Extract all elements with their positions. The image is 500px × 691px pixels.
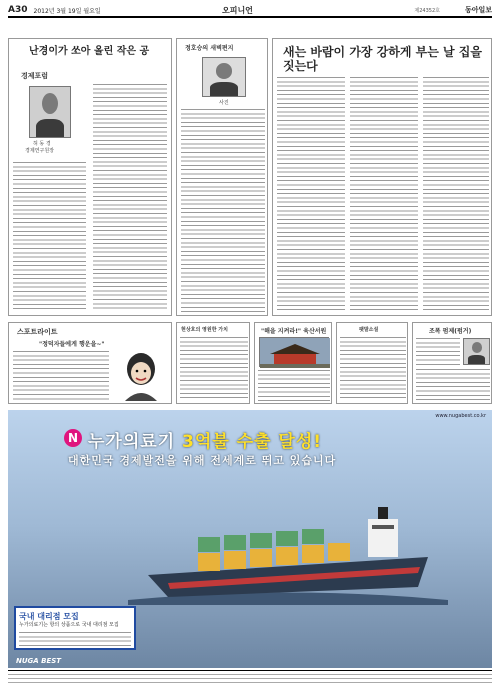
body-text [416, 338, 460, 368]
ad-url[interactable]: www.nugabest.co.kr [435, 413, 486, 419]
article-title: 새는 바람이 가장 강하게 부는 날 집을 짓는다 [283, 45, 482, 73]
body-text [13, 162, 86, 312]
body-text [13, 351, 109, 401]
body-text [340, 337, 406, 401]
column-feature [272, 38, 492, 316]
ad-achievement: 3억불 수출 달성! [182, 432, 322, 452]
newspaper-logo: 동아일보 [464, 5, 492, 14]
page-header [8, 4, 492, 18]
recruit-title: 국내 대리점 모집 [19, 612, 79, 621]
page-footer [8, 670, 492, 686]
photo-caption: 사진 [219, 100, 229, 106]
ad-subheadline: 대한민국 경제발전을 위해 전세계로 뛰고 있습니다 [68, 454, 337, 467]
column-opinion [412, 322, 492, 404]
cargo-ship-illustration [128, 505, 448, 605]
recruit-description: 누가의료기는 항의 상품으로 국내 대리점 모집 [19, 622, 119, 628]
ad-company: 누가의료기 [88, 432, 176, 452]
column-letter [176, 38, 268, 316]
column-heritage [254, 322, 332, 404]
column-label: 스포트라이트 [17, 328, 58, 336]
column-label: 현상호의 영원한 가치 [181, 327, 228, 333]
body-text [277, 77, 345, 313]
ad-headline [88, 427, 322, 452]
column-label: 정호승의 새벽편지 [185, 45, 234, 52]
body-text [258, 370, 330, 402]
column-label: 팻말소설 [359, 327, 379, 333]
advertisement-banner[interactable] [8, 410, 492, 668]
page-number: A30 [8, 5, 28, 15]
column-label: 경제포럼 [21, 72, 49, 80]
recruit-box[interactable] [14, 606, 136, 650]
body-text [423, 77, 489, 313]
author-photo [202, 57, 246, 97]
building-photo [259, 337, 329, 367]
recruit-contact-text [19, 632, 131, 646]
column-economy [8, 38, 172, 316]
footer-text [8, 674, 492, 685]
column-sports [8, 322, 172, 404]
article-title: 조폭 펌제(펌거) [429, 328, 472, 335]
article-title: "정덕자들에게 행운을~" [39, 341, 105, 348]
issue-number: 제24352호 [414, 7, 440, 14]
section-name: 오피니언 [222, 5, 253, 15]
column-values [176, 322, 250, 404]
issue-date: 2012년 3월 19일 월요일 [33, 7, 101, 15]
brand-logo-icon: N [64, 429, 82, 447]
body-text [93, 84, 167, 312]
author-title: 경제연구원장 [25, 148, 54, 154]
body-text [181, 109, 265, 313]
author-photo [463, 338, 490, 365]
body-text [180, 337, 248, 401]
author-photo [29, 86, 71, 138]
author-name: 허 동 경 [33, 141, 51, 147]
column-fiction [336, 322, 408, 404]
article-title: 난경이가 쏘아 올린 작은 공 [29, 46, 150, 57]
body-text [416, 369, 490, 401]
article-title: "해을 지켜라!" 육산서원 [261, 328, 327, 335]
caricature-illustration [113, 347, 168, 401]
ad-brand-logo: NUGA BEST [16, 657, 62, 665]
body-text [350, 77, 418, 313]
